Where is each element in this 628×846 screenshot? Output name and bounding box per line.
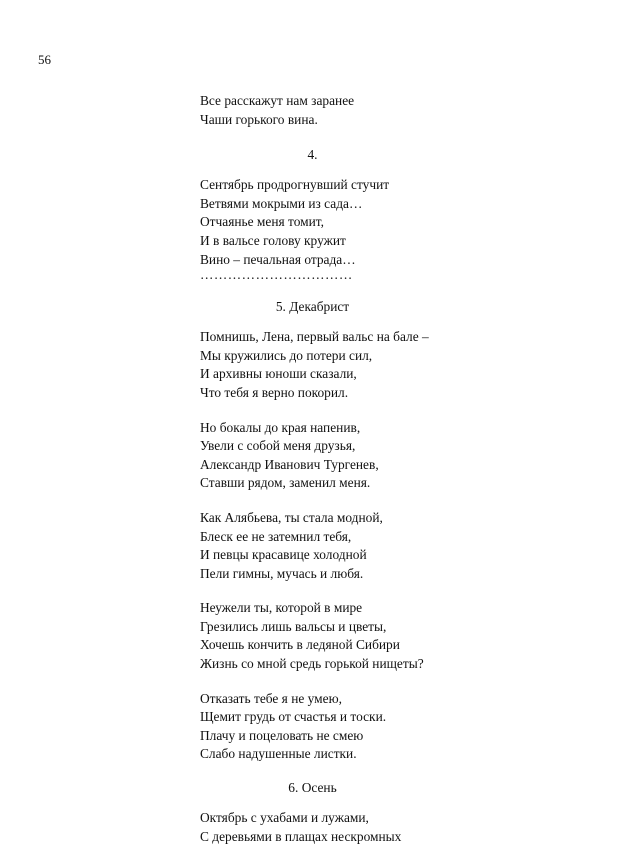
section-5-stanza-1 xyxy=(200,328,600,402)
poem-line: Щемит грудь от счастья и тоски. xyxy=(200,709,387,725)
poem-line: Отказать тебе я не умею, xyxy=(200,690,342,706)
page-number: 56 xyxy=(38,52,51,67)
section-6-stanza xyxy=(200,809,600,846)
section-5-stanza-5 xyxy=(200,690,600,764)
poem-line: Ветвями мокрыми из сада… xyxy=(200,195,363,211)
poem-line: Слабо надушенные листки. xyxy=(200,746,357,762)
section-5-stanza-4 xyxy=(200,599,600,673)
poem-line: Отчаянье меня томит, xyxy=(200,214,324,230)
poem-line: Грезились лишь вальсы и цветы, xyxy=(200,618,387,634)
poem-line: И в вальсе голову кружит xyxy=(200,232,346,248)
poem-line: Ставши рядом, заменил меня. xyxy=(200,475,371,491)
poem-line: Неужели ты, которой в мире xyxy=(200,600,363,616)
poem-line: Но бокалы до края напенив, xyxy=(200,419,361,435)
poem-text xyxy=(200,92,600,846)
poem-line: Как Алябьева, ты стала модной, xyxy=(200,509,383,525)
poem-line: И архивны юноши сказали, xyxy=(200,366,357,382)
section-5-stanza-2 xyxy=(200,419,600,493)
section-heading-4: 4. xyxy=(307,147,318,163)
poem-line: Увели с собой меня друзья, xyxy=(200,438,356,454)
poem-line: Блеск ее не затемнил тебя, xyxy=(200,528,352,544)
poem-line: Пели гимны, мучась и любя. xyxy=(200,565,364,581)
poem-line: Октябрь с ухабами и лужами, xyxy=(200,810,369,826)
poem-line: Хочешь кончить в ледяной Сибири xyxy=(200,637,400,653)
poem-line: С деревьями в плащах нескромных xyxy=(200,828,402,844)
poem-line: И певцы красавице холодной xyxy=(200,547,367,563)
poem-line: Жизнь со мной средь горькой нищеты? xyxy=(200,656,424,672)
intro-stanza xyxy=(200,92,600,129)
poem-line: Александр Иванович Тургенев, xyxy=(200,456,379,472)
poem-line: Мы кружились до потери сил, xyxy=(200,347,373,363)
poem-line: Все расскажут нам заранее xyxy=(200,93,355,108)
poem-line: Помнишь, Лена, первый вальс на бале – xyxy=(200,329,429,345)
section-5-stanza-3 xyxy=(200,509,600,583)
poem-line: Вино – печальная отрада… xyxy=(200,251,356,267)
section-heading-6: 6. Осень xyxy=(288,780,337,796)
section-4-stanza xyxy=(200,176,600,283)
poem-line: Чаши горького вина. xyxy=(200,111,318,127)
ellipsis-dots: …………………………… xyxy=(200,267,353,283)
poem-line: Сентябрь продрогнувший стучит xyxy=(200,177,390,193)
poem-line: Плачу и поцеловать не смею xyxy=(200,727,364,743)
poem-line: Что тебя я верно покорил. xyxy=(200,384,349,400)
section-heading-5: 5. Декабрист xyxy=(275,299,350,315)
